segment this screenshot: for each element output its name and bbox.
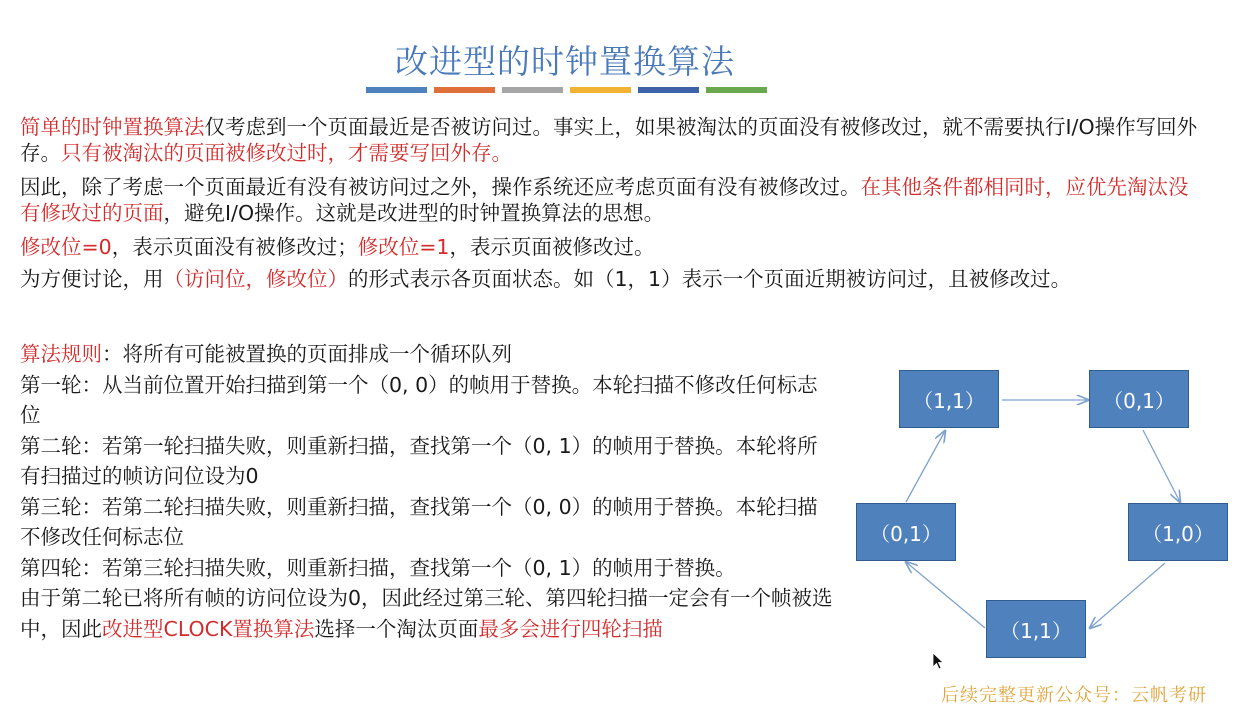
arrow-bottom-right [1090, 563, 1165, 628]
body-text: 第一轮：从当前位置开始扫描到第一个（0, 0）的帧用于替换。本轮扫描不修改任何标志位 [20, 372, 818, 427]
slide-title: 改进型的时钟置换算法 [395, 42, 735, 81]
body-text: 第四轮：若第三轮扫描失败，则重新扫描，查找第一个（0, 1）的帧用于替换。 [20, 555, 736, 580]
highlighted-text: 修改位=0 [20, 235, 112, 259]
highlighted-text: 只有被淘汰的页面被修改过时，才需要写回外存。 [61, 141, 512, 165]
mouse-cursor-icon [932, 652, 946, 672]
highlighted-text: 修改位=1 [357, 235, 450, 259]
highlighted-text: 算法规则 [20, 342, 102, 366]
highlighted-text: 简单的时钟置换算法 [20, 115, 205, 139]
body-text: 选择一个淘汰页面 [314, 616, 479, 641]
arrow-right-down [1143, 430, 1180, 502]
body-text: 为方便讨论，用 [20, 267, 164, 291]
page-node-bottom: （1,1） [986, 600, 1086, 658]
highlighted-text: 在其他条件都相同时，应优先淘汰没有修改过的页面 [20, 175, 1189, 225]
page-node-right: （1,0） [1128, 503, 1228, 561]
body-text: 第三轮：若第二轮扫描失败，则重新扫描，查找第一个（0, 0）的帧用于替换。本轮扫描不修改任何标志位 [20, 494, 818, 549]
arrow-left-up [906, 431, 945, 502]
body-text: ：将所有可能被置换的页面排成一个循环队列 [102, 342, 512, 366]
body-text: 由于第二轮已将所有帧的访问位设为0，因此经过第三轮、第四轮扫描一定会有一个帧被选中，因此 [20, 586, 833, 641]
body-text: ，表示页面被修改过。 [449, 235, 655, 259]
body-text: 仅考虑到一个页面最近是否被访问过。事实上，如果被淘汰的页面没有被修改过，就不需要执行I/O操作写回外存。 [20, 115, 1198, 165]
arrow-bottom-left [906, 562, 985, 628]
highlighted-text: 改进型CLOCK置换算法 [102, 616, 315, 641]
highlighted-text: （访问位，修改位） [163, 267, 348, 291]
page-node-top-right: （0,1） [1089, 370, 1189, 428]
body-text: ，避免I/O操作。这就是改进型的时钟置换算法的思想。 [163, 201, 665, 225]
body-text: 第二轮：若第一轮扫描失败，则重新扫描，查找第一个（0, 1）的帧用于替换。本轮将所有扫描过的帧访问位设为0 [20, 433, 818, 488]
body-text: ，表示页面没有被修改过； [111, 235, 358, 259]
page-node-left: （0,1） [856, 503, 956, 561]
watermark-text: 后续完整更新公众号：云帆考研 [941, 685, 1207, 706]
page-node-top-left: （1,1） [899, 370, 999, 428]
body-text: 的形式表示各页面状态。如（1，1）表示一个页面近期被访问过，且被修改过。 [348, 267, 1072, 291]
body-text: 因此，除了考虑一个页面最近有没有被访问过之外，操作系统还应考虑页面有没有被修改过。 [20, 175, 861, 199]
highlighted-text: 最多会进行四轮扫描 [478, 616, 663, 641]
